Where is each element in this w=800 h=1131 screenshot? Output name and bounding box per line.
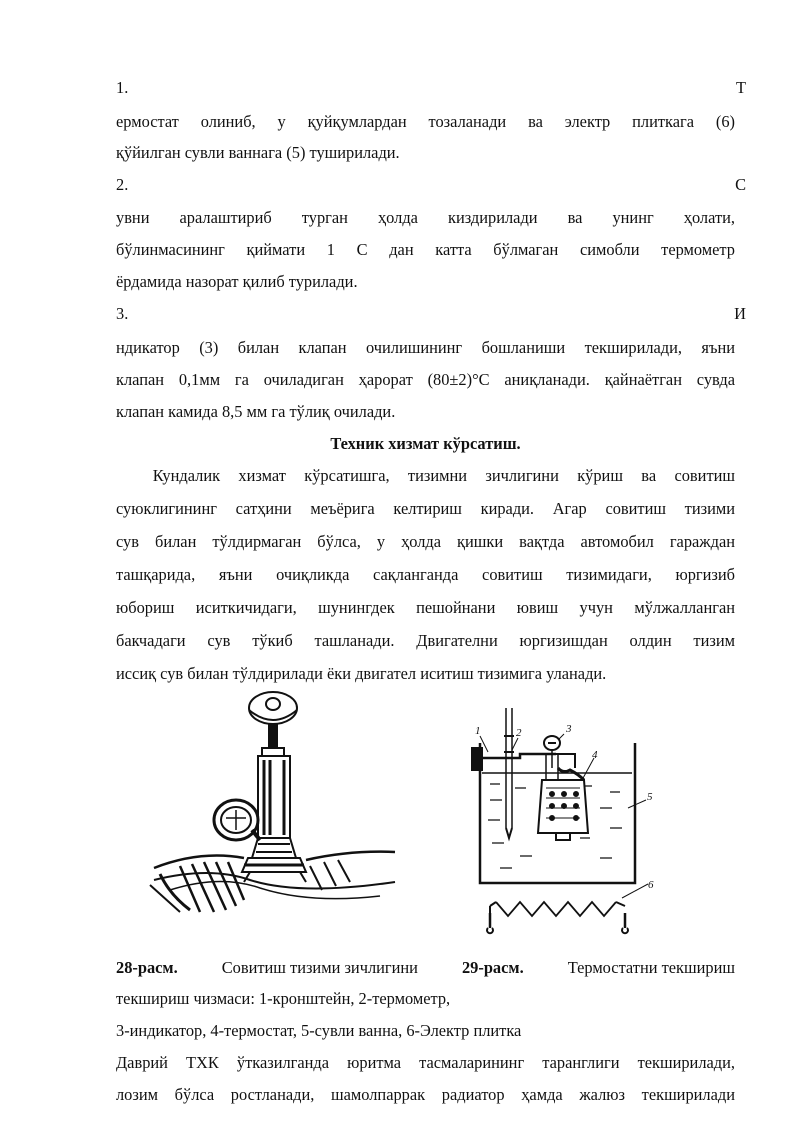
paragraph-line-4: ташқарида, яъни очиқликда сақланганда совитиш тизимидаги, юргизиб — [116, 565, 735, 584]
fig29-label: 29-расм. — [461, 958, 524, 977]
paragraph-line-6: бакчадаги сув тўкиб ташланади. Двигателни юргизишдан олдин тизим — [116, 631, 735, 650]
item-3-number: 3. — [116, 304, 129, 323]
item-1-line-1: ермостат олиниб, у қуйқумлардан тозаланади ва электр плиткага (6) — [116, 112, 735, 131]
item-2-capital: С — [735, 175, 746, 194]
paragraph-line-2: суюклигининг сатҳини меъёрига келтириш киради. Агар совитиш тизими — [116, 499, 735, 518]
item-3-capital: И — [734, 304, 746, 323]
figure-29-label-3: 3 — [566, 723, 572, 735]
closing-line-1: Даврий ТХК ўтказилганда юритма тасмаларининг таранглиги текширилади, — [116, 1053, 735, 1072]
fig29-text: Термостатни текшириш — [567, 958, 735, 977]
item-1-capital: Т — [735, 78, 746, 97]
fig28-text: Совитиш тизими зичлигини — [221, 958, 418, 977]
item-2-line-1: увни аралаштириб турган ҳолда киздирилади ва унинг ҳолати, — [116, 208, 735, 227]
figure-29-thermostat-test-rig — [460, 688, 660, 943]
item-3-line-2: клапан 0,1мм га очиладиган ҳарорат (80±2)°С аниқланади. қайнаётган сувда — [116, 370, 735, 389]
item-2-number: 2. — [116, 175, 129, 194]
item-1-line-2: қўйилган сувли ваннага (5) туширилади. — [116, 143, 400, 162]
section-heading: Техник хизмат кўрсатиш. — [330, 434, 521, 453]
fig28-label: 28-расм. — [116, 958, 178, 977]
item-2-line-3: ёрдамида назорат қилиб турилади. — [116, 272, 358, 291]
figure-29-label-2: 2 — [516, 727, 522, 739]
paragraph-line-7: иссиқ сув билан тўлдирилади ёки двигател иситиш тизимига уланади. — [116, 664, 607, 683]
item-3-line-3: клапан камида 8,5 мм га тўлиқ очилади. — [116, 402, 396, 421]
closing-line-2: лозим бўлса ростланади, шамолпаррак радиатор ҳамда жалюз текширилади — [116, 1085, 735, 1104]
item-1-number: 1. — [116, 78, 129, 97]
caption-line-2: текшириш чизмаси: 1-кронштейн, 2-термометр, — [116, 989, 451, 1008]
paragraph-line-3: сув билан тўлдирмаган бўлса, у ҳолда қишки вақтда автомобил гараждан — [116, 532, 735, 551]
item-3-line-1: ндикатор (3) билан клапан очилишининг бошланиши текширилади, яъни — [116, 338, 735, 357]
figure-29-label-5: 5 — [647, 791, 653, 803]
figure-29-label-6: 6 — [648, 879, 654, 891]
figure-29-label-1: 1 — [475, 725, 481, 737]
figure-29-label-4: 4 — [592, 749, 598, 761]
item-2-line-2: бўлинмасининг қиймати 1 С дан катта бўлмаган симобли термометр — [116, 240, 735, 259]
caption-line-3: 3-индикатор, 4-термостат, 5-сувли ванна, 6-Электр плитка — [116, 1021, 522, 1040]
paragraph-line-1: Кундалик хизмат кўрсатишга, тизимни зичлигини кўриш ва совитиш — [116, 466, 735, 485]
caption-line-1 — [116, 958, 735, 978]
paragraph-line-5: юбориш иситкичидаги, шунингдек пешойнани ювиш учун мўлжалланган — [116, 598, 735, 617]
figure-28-pressure-tester — [140, 690, 400, 920]
